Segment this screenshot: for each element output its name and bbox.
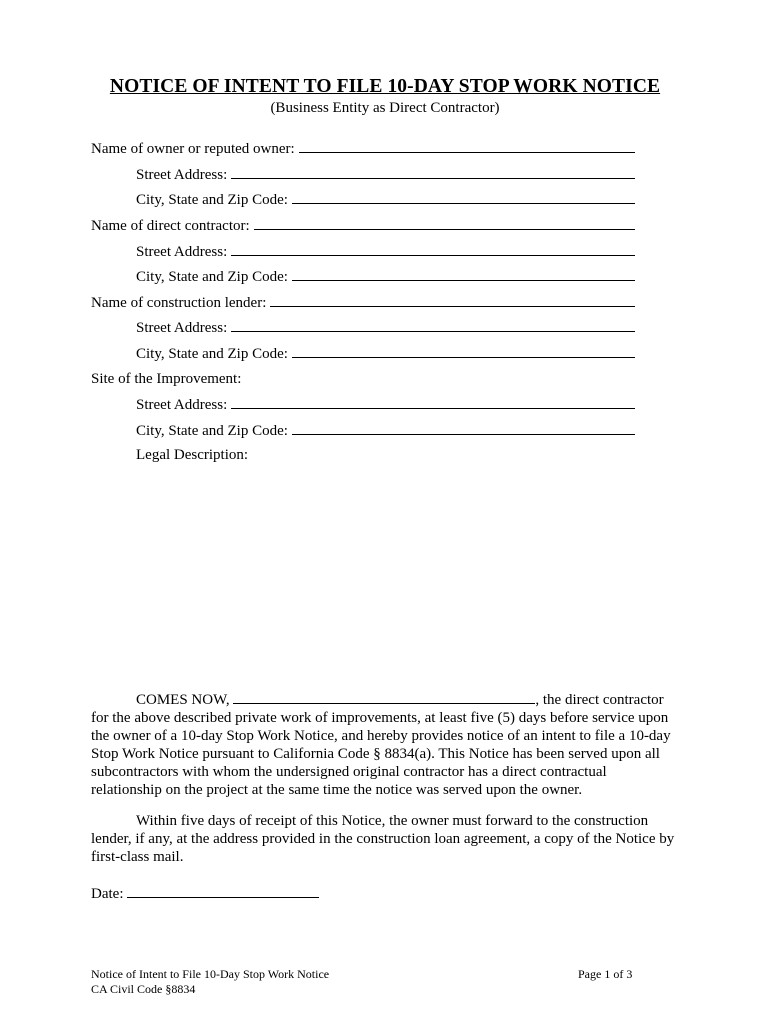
contractor-street-field: [136, 242, 635, 260]
comes-now-after-blank: , the direct contractor: [535, 692, 664, 708]
comes-now-body: for the above described private work of improvements, at least five (5) days before service upon the owner of a 10-day Stop Work Notice, and hereby provides notice of an intent to file a 10-day Stop Work Notice pursuant to California Code § 8834(a). This Notice has been served upon all subcontractors with whom the undersigned original contractor has a direct contractual relationship on the project at the same time the notice was served upon the owner.: [91, 710, 671, 798]
owner-name-field: [91, 139, 635, 157]
comes-now-lead: COMES NOW,: [136, 692, 230, 708]
footer-page-number: Page 1 of 3: [578, 967, 633, 981]
date-label: Date:: [91, 886, 124, 902]
site-city-field: [136, 421, 635, 439]
comes-now-paragraph: [91, 690, 681, 799]
lender-forwarding-paragraph: [91, 812, 681, 866]
owner-city-blank[interactable]: [292, 190, 635, 204]
lender-name-field: [91, 293, 635, 311]
lender-name-label: Name of construction lender:: [91, 295, 267, 311]
document-subtitle: (Business Entity as Direct Contractor): [270, 100, 500, 116]
lender-street-field: [136, 318, 635, 336]
site-heading: [91, 370, 635, 388]
date-blank[interactable]: [127, 884, 319, 898]
owner-name-label: Name of owner or reputed owner:: [91, 141, 295, 157]
footer-code-reference: CA Civil Code §8834: [91, 982, 196, 996]
lender-city-field: [136, 344, 635, 362]
contractor-city-field: [136, 267, 635, 285]
document-title: NOTICE OF INTENT TO FILE 10-DAY STOP WORK NOTICE: [109, 76, 661, 97]
contractor-street-blank[interactable]: [231, 242, 635, 256]
site-heading-label: Site of the Improvement:: [91, 371, 242, 387]
contractor-name-label: Name of direct contractor:: [91, 218, 250, 234]
contractor-name-field: [91, 216, 635, 234]
lender-city-label: City, State and Zip Code:: [136, 346, 288, 362]
contractor-name-blank[interactable]: [254, 216, 635, 230]
lender-street-blank[interactable]: [231, 318, 635, 332]
lender-street-label: Street Address:: [136, 320, 228, 336]
contractor-name-inline-blank[interactable]: [233, 690, 535, 704]
site-city-label: City, State and Zip Code:: [136, 423, 288, 439]
site-street-blank[interactable]: [231, 395, 635, 409]
lender-city-blank[interactable]: [292, 344, 635, 358]
lender-name-blank[interactable]: [270, 293, 635, 307]
date-field: [91, 884, 319, 902]
footer-form-title: Notice of Intent to File 10-Day Stop Work Notice: [91, 967, 330, 981]
owner-street-label: Street Address:: [136, 167, 228, 183]
contractor-street-label: Street Address:: [136, 244, 228, 260]
owner-street-field: [136, 165, 635, 183]
site-street-field: [136, 395, 635, 413]
site-street-label: Street Address:: [136, 397, 228, 413]
owner-city-label: City, State and Zip Code:: [136, 192, 288, 208]
site-city-blank[interactable]: [292, 421, 635, 435]
lender-forwarding-text: Within five days of receipt of this Notice, the owner must forward to the construction lender, if any, at the address provided in the construction loan agreement, a copy of the Notice by first-class mail.: [91, 813, 675, 865]
contractor-city-blank[interactable]: [292, 267, 635, 281]
legal-description-field: [136, 446, 635, 464]
owner-name-blank[interactable]: [299, 139, 635, 153]
owner-city-field: [136, 190, 635, 208]
owner-street-blank[interactable]: [231, 165, 635, 179]
contractor-city-label: City, State and Zip Code:: [136, 269, 288, 285]
legal-description-label: Legal Description:: [136, 447, 249, 463]
